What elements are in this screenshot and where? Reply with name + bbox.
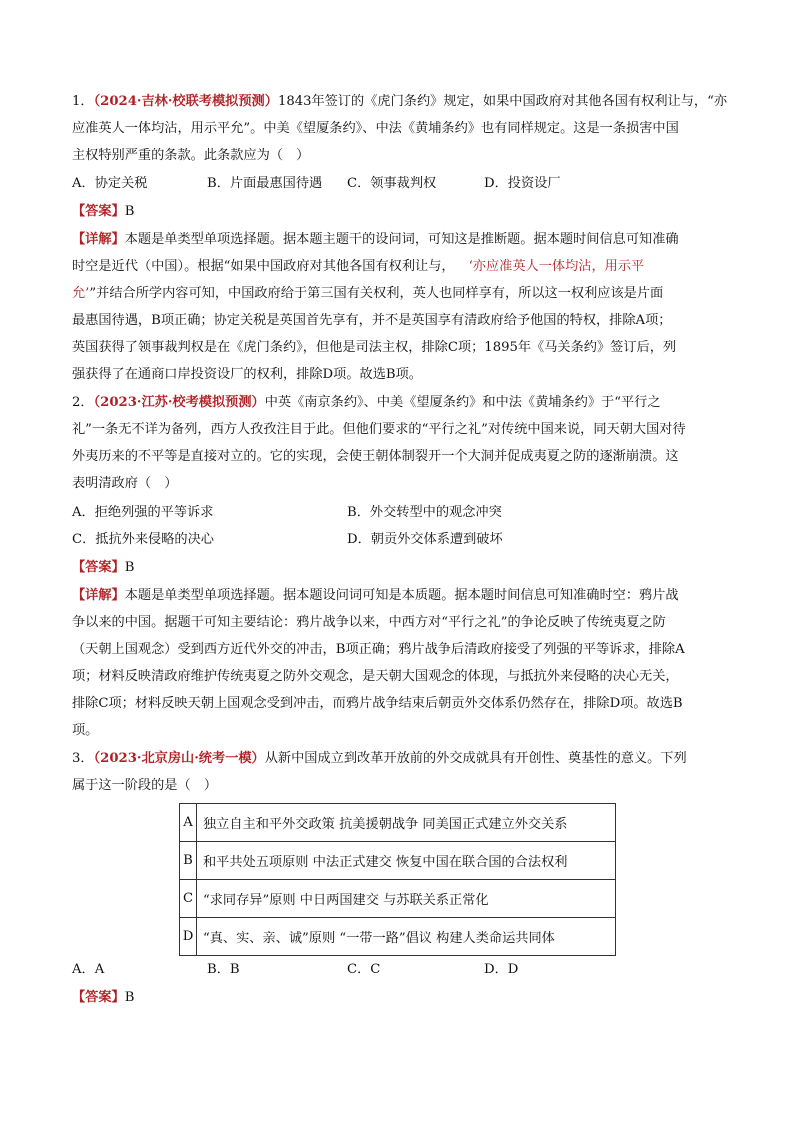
q3-source: （2023·北京房山·统考一模）	[93, 751, 265, 766]
q2-option-a[interactable]: A．拒绝列强的平等诉求	[72, 505, 214, 520]
q1-line-1	[72, 92, 727, 112]
q3-options	[72, 958, 724, 978]
q2-number: 2．	[72, 395, 94, 410]
q1-option-d[interactable]: D．投资设厂	[484, 176, 561, 191]
table-value: 独立自主和平外交政策 抗美援朝战争 同美国正式建立外交关系	[197, 804, 616, 842]
answer-value: B	[124, 204, 135, 219]
q1-stem-1: 1843年签订的《虎门条约》规定，如果中国政府对其他各国有权利让与，“亦	[277, 94, 728, 109]
table-row	[180, 918, 616, 956]
q2-line-1	[72, 393, 661, 413]
table-key: B	[180, 842, 197, 880]
answer-label: 【答案】	[72, 560, 125, 575]
q2-detail-1	[72, 586, 679, 606]
q2-detail-4: 项；材料反映清政府维护传统夷夏之防外交观念，是天朝大国观念的体现，与抵抗外来侵略的决心无关，	[72, 669, 679, 684]
table-key: A	[180, 804, 197, 842]
q1-quote-end: 允’	[72, 286, 90, 301]
q1-answer	[72, 202, 134, 222]
table-value: “求同存异”原则 中日两国建交 与苏联关系正常化	[197, 880, 616, 918]
q3-number: 3．	[72, 751, 94, 766]
q1-detail-text: 时空是近代（中国）。根据“如果中国政府对其他各国有权利让与，	[72, 259, 455, 274]
table-key: C	[180, 880, 197, 918]
q1-option-a[interactable]: A．协定关税	[72, 176, 148, 191]
q1-detail-2	[72, 257, 644, 277]
q2-detail-3: （天朝上国观念）受到西方近代外交的冲击，B项正确；鸦片战争后清政府接受了列强的平等诉求，排除A	[72, 642, 685, 657]
detail-label: 【详解】	[72, 232, 125, 247]
answer-value: B	[124, 990, 135, 1005]
q2-stem-1: 中英《南京条约》、中美《望厦条约》和中法《黄埔条约》于“平行之	[264, 395, 661, 410]
q3-answer	[72, 986, 134, 1005]
q3-option-c[interactable]: C．C	[347, 962, 381, 977]
q1-number: 1．	[72, 94, 94, 109]
q2-detail-6: 项。	[72, 723, 99, 738]
q3-stem-1: 从新中国成立到改革开放前的外交成就具有开创性、奠基性的意义。下列	[264, 751, 687, 766]
q2-answer	[72, 558, 134, 578]
q1-detail-4: 最惠国待遇，B项正确；协定关税是英国首先享有，并不是英国享有清政府给予他国的特权，排除A项；	[72, 313, 672, 328]
q3-option-a[interactable]: A．A	[72, 962, 105, 977]
q2-detail-text: 本题是单类型单项选择题。据本题设问词可知是本质题。据本题时间信息可知准确时空：鸦片战	[124, 588, 679, 603]
q2-line-2: 礼”一条无不详为备列，西方人孜孜注目于此。但他们要求的“平行之礼”对传统中国来说，同天朝大国对待	[72, 422, 686, 437]
table-row	[180, 880, 616, 918]
answer-label: 【答案】	[72, 204, 125, 219]
q1-option-b[interactable]: B．片面最惠国待遇	[207, 176, 323, 191]
q2-option-c[interactable]: C．抵抗外来侵略的决心	[72, 532, 214, 547]
q3-option-b[interactable]: B．B	[207, 962, 240, 977]
q2-source: （2023·江苏·校考模拟预测）	[93, 395, 265, 410]
q1-detail-5: 英国获得了领事裁判权是在《虎门条约》，但他是司法主权，排除C项；1895年《马关条约》签订后，列	[72, 340, 677, 355]
q1-detail-text: ”并结合所学内容可知，中国政府给于第三国有关权利，英人也同样享有，所以这一权利应该是片面	[89, 286, 664, 301]
q2-line-4: 表明清政府（ ）	[72, 476, 178, 491]
table-row	[180, 804, 616, 842]
q1-option-c[interactable]: C．领事裁判权	[347, 176, 437, 191]
q1-detail-1	[72, 230, 679, 250]
q2-detail-2: 争以来的中国。据题干可知主要结论：鸦片战争以来，中西方对“平行之礼”的争论反映了传统夷夏之防	[72, 615, 666, 630]
q1-line-2: 应准英人一体均沾，用示平允”。中美《望厦条约》、中法《黄埔条约》也有同样规定。这是一条损害中国	[72, 121, 679, 136]
q3-line-2: 属于这一阶段的是（ ）	[72, 778, 218, 793]
answer-label: 【答案】	[72, 990, 125, 1005]
q1-detail-6: 强获得了在通商口岸投资设厂的权利，排除D项。故选B项。	[72, 367, 422, 382]
q1-detail-text: 本题是单类型单项选择题。据本题主题干的设问词，可知这是推断题。据本题时间信息可知准确	[124, 232, 679, 247]
q1-line-3: 主权特别严重的条款。此条款应为（ ）	[72, 148, 310, 163]
q2-detail-5: 排除C项；材料反映天朝上国观念受到冲击，而鸦片战争结束后朝贡外交体系仍然存在，排除D项。故选B	[72, 696, 683, 711]
q2-option-d[interactable]: D．朝贡外交体系遭到破坏	[347, 532, 503, 547]
q2-option-b[interactable]: B．外交转型中的观念冲突	[347, 505, 502, 520]
table-key: D	[180, 918, 197, 956]
q3-option-d[interactable]: D．D	[484, 962, 519, 977]
table-value: “真、实、亲、诚”原则 “一带一路”倡议 构建人类命运共同体	[197, 918, 616, 956]
answer-value: B	[124, 560, 135, 575]
q2-line-3: 外夷历来的不平等是直接对立的。它的实现，会使王朝体制裂开一个大洞并促成夷夏之防的逐渐崩溃。这	[72, 449, 679, 464]
table-row	[180, 842, 616, 880]
q1-quote: ‘亦应准英人一体均沾，用示平	[468, 259, 645, 274]
detail-label: 【详解】	[72, 588, 125, 603]
q3-options-table	[179, 803, 616, 956]
q3-line-1	[72, 749, 687, 769]
q1-detail-3	[72, 284, 663, 304]
q1-source: （2024·吉林·校联考模拟预测）	[93, 94, 278, 109]
table-value: 和平共处五项原则 中法正式建交 恢复中国在联合国的合法权利	[197, 842, 616, 880]
